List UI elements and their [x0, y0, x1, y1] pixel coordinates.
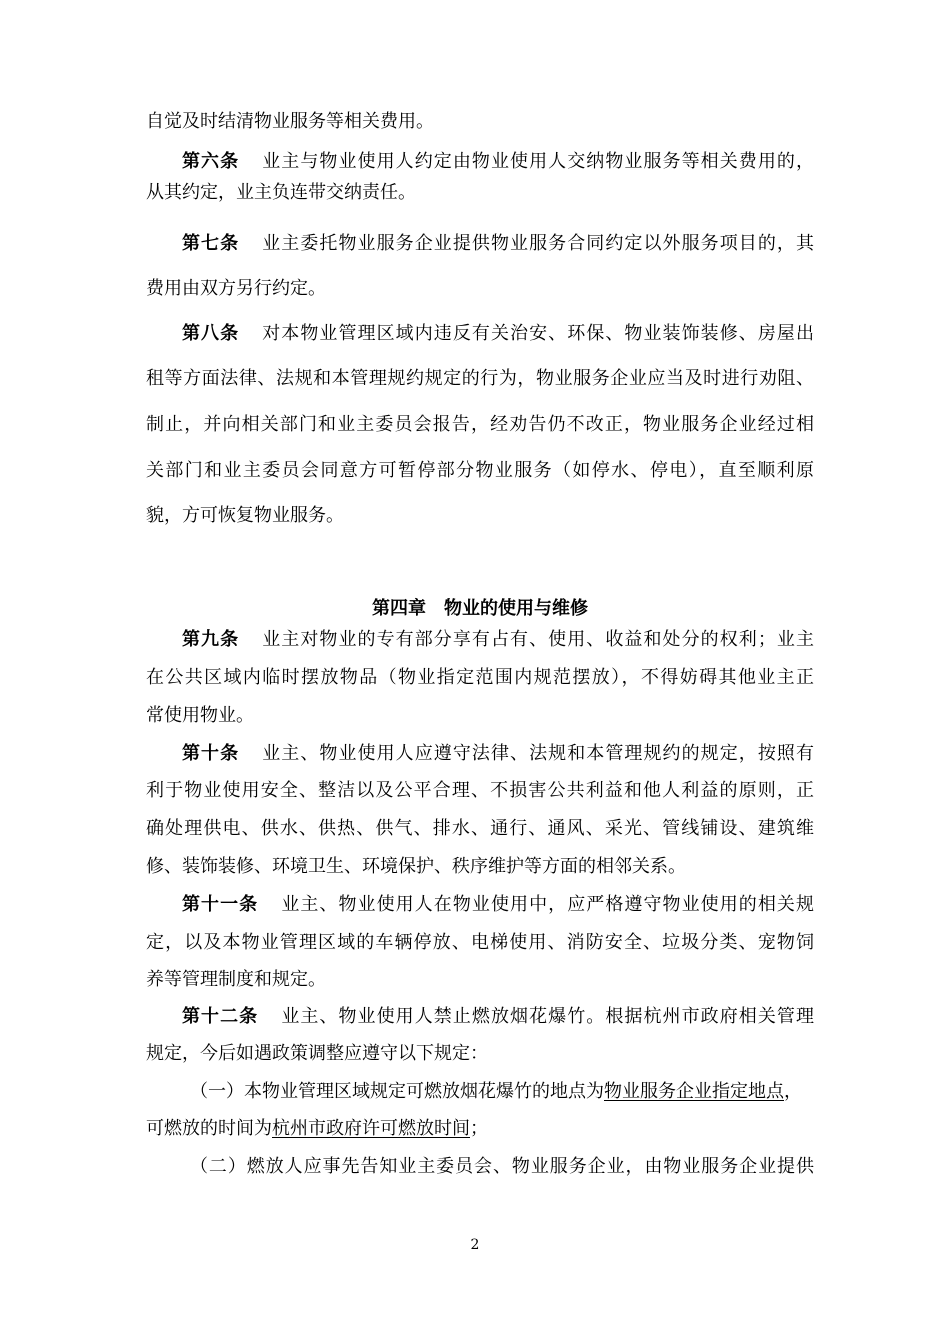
article-10: 第十条 业主、物业使用人应遵守法律、法规和本管理规约的规定，按照有 [182, 743, 814, 764]
list-item-1: （一）本物业管理区域规定可燃放烟花爆竹的地点为物业服务企业指定地点， [190, 1081, 802, 1102]
text-line: 貌，方可恢复物业服务。 [146, 505, 344, 526]
article-title: 第九条 [182, 629, 240, 650]
text-line: 常使用物业。 [146, 705, 254, 726]
article-8: 第八条 对本物业管理区域内违反有关治安、环保、物业装饰装修、房屋出 [182, 323, 814, 344]
text-line: 定，以及本物业管理区域的车辆停放、电梯使用、消防安全、垃圾分类、宠物饲 [146, 932, 814, 953]
underlined-fill-in: 物业服务企业指定地点 [604, 1081, 784, 1102]
article-title: 第十条 [182, 743, 240, 764]
article-11: 第十一条 业主、物业使用人在物业使用中，应严格遵守物业使用的相关规 [182, 894, 814, 915]
page-number: 2 [470, 1237, 480, 1253]
article-title: 第十二条 [182, 1006, 259, 1027]
article-title: 第七条 [182, 233, 240, 254]
text-line: 关部门和业主委员会同意方可暂停部分物业服务（如停水、停电），直至顺利原 [146, 460, 814, 481]
underlined-fill-in: 杭州市政府许可燃放时间 [272, 1118, 470, 1139]
article-6: 第六条 业主与物业使用人约定由物业使用人交纳物业服务等相关费用的， [182, 151, 814, 172]
article-title: 第六条 [182, 151, 240, 172]
text-line: 确处理供电、供水、供热、供气、排水、通行、通风、采光、管线铺设、建筑维 [146, 818, 814, 839]
article-7: 第七条 业主委托物业服务企业提供物业服务合同约定以外服务项目的，其 [182, 233, 814, 254]
chapter-heading: 第四章 物业的使用与维修 [372, 598, 588, 619]
list-item-2: （二）燃放人应事先告知业主委员会、物业服务企业，由物业服务企业提供 [190, 1156, 814, 1177]
text-line: 从其约定，业主负连带交纳责任。 [146, 182, 416, 203]
text-line: 在公共区域内临时摆放物品（物业指定范围内规范摆放），不得妨碍其他业主正 [146, 667, 814, 688]
text-line: 修、装饰装修、环境卫生、环境保护、秩序维护等方面的相邻关系。 [146, 856, 686, 877]
article-title: 第八条 [182, 323, 240, 344]
article-9: 第九条 业主对物业的专有部分享有占有、使用、收益和处分的权利；业主 [182, 629, 814, 650]
text-line: 利于物业使用安全、整洁以及公平合理、不损害公共利益和他人利益的原则，正 [146, 780, 814, 801]
text-line: 养等管理制度和规定。 [146, 969, 326, 990]
text-line: 费用由双方另行约定。 [146, 278, 326, 299]
article-title: 第十一条 [182, 894, 259, 915]
article-12: 第十二条 业主、物业使用人禁止燃放烟花爆竹。根据杭州市政府相关管理 [182, 1006, 814, 1027]
text-line: 规定，今后如遇政策调整应遵守以下规定： [146, 1043, 488, 1064]
text-line: 制止，并向相关部门和业主委员会报告，经劝告仍不改正，物业服务企业经过相 [146, 414, 814, 435]
text-line: 可燃放的时间为杭州市政府许可燃放时间； [146, 1118, 488, 1139]
text-line: 租等方面法律、法规和本管理规约规定的行为，物业服务企业应当及时进行劝阻、 [146, 368, 814, 389]
text-line: 自觉及时结清物业服务等相关费用。 [146, 111, 434, 132]
